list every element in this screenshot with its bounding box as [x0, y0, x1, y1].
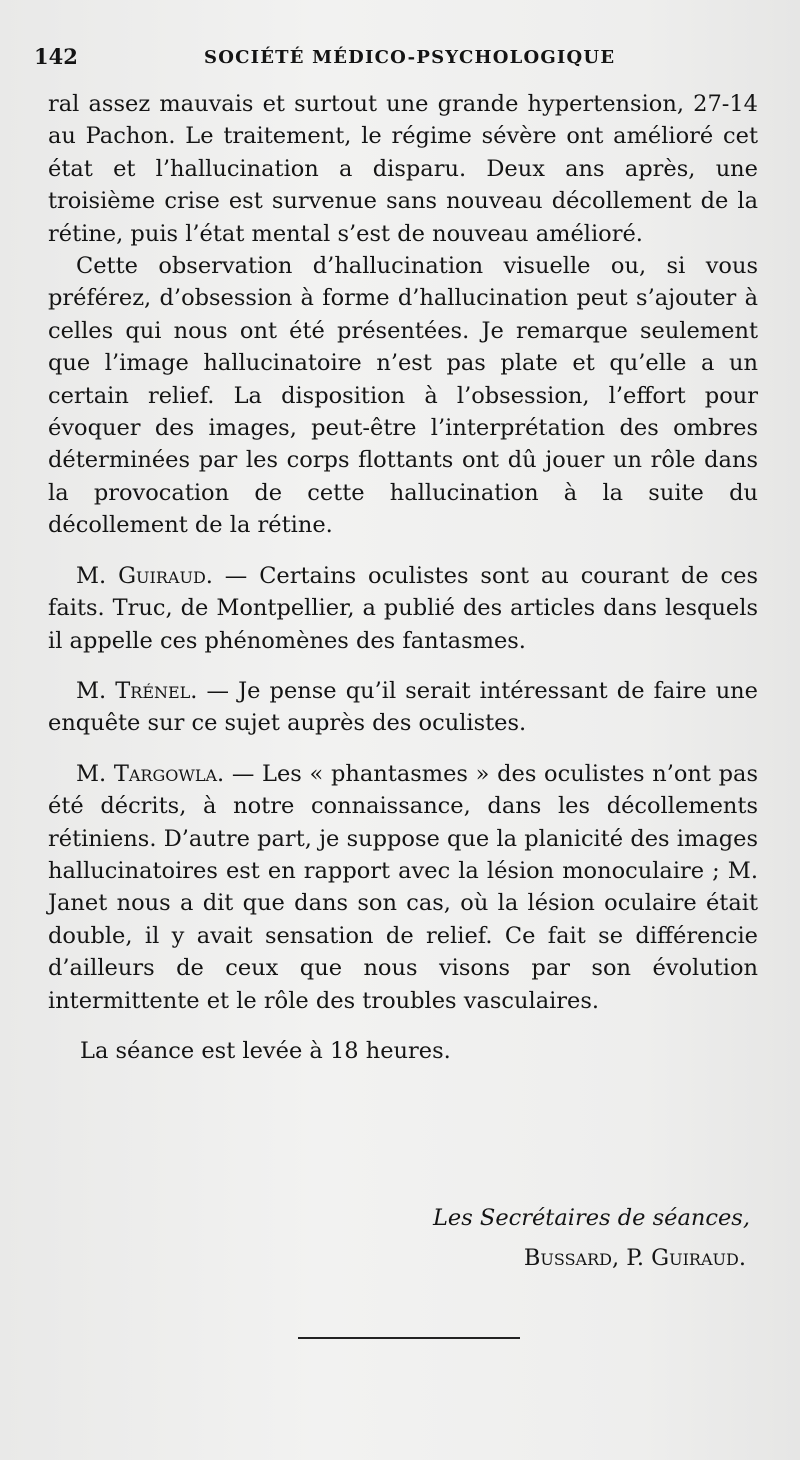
adjournment-line: La séance est levée à 18 heures.: [80, 1037, 451, 1064]
speaker-name: M. Targowla.: [76, 760, 225, 787]
signature-title: Les Secrétaires de séances,: [432, 1205, 750, 1231]
paragraph-guiraud: [48, 560, 758, 657]
body-text: [48, 88, 758, 1067]
paragraph-observation: Cette observation d’hallucination visuelle ou, si vous préférez, d’obsession à forme d’hallucination peut s’ajouter à celles qui nous ont été présentées. Je remarque seulement que l’image hallucinatoire n’est pas plate et qu’elle a un certain relief. La disposition à l’obsession, l’effort pour évoquer des images, peut-être l’interprétation des ombres déterminées par les corps flottants ont dû jouer un rôle dans la provocation de cette hallucination à la suite du décollement de la rétine.: [48, 253, 758, 539]
closing-rule: [298, 1337, 520, 1339]
page-number: 142: [34, 44, 78, 69]
signature-block: [433, 1198, 750, 1278]
running-head: SOCIÉTÉ MÉDICO-PSYCHOLOGIQUE: [204, 47, 616, 68]
speaker-remark: — Je pense qu’il serait intéressant de faire une enquête sur ce sujet auprès des oculistes.: [48, 677, 758, 737]
speaker-remark: — Certains oculistes sont au courant de ces faits. Truc, de Montpellier, a publié des articles dans lesquels il appelle ces phénomènes des fantasmes.: [48, 562, 758, 654]
signature-names: Bussard, P. Guiraud.: [523, 1245, 746, 1271]
speaker-name: M. Trénel.: [76, 677, 198, 704]
speaker-remark: — Les « phantasmes » des oculistes n’ont pas été décrits, à notre connaissance, dans les décollements rétiniens. D’autre part, je suppose que la planicité des images hallucinatoires est en rapport avec la lésion monoculaire ; M. Janet nous a dit que dans son cas, où la lésion oculaire était double, il y avait sensation de relief. Ce fait se différencie d’ailleurs de ceux que nous visons par son évolution intermittente et le rôle des troubles vasculaires.: [48, 760, 758, 1014]
paragraph-trenel: [48, 675, 758, 740]
speaker-name: M. Guiraud.: [76, 562, 213, 589]
paragraph-targowla: [48, 758, 758, 1017]
paragraph-continuation: ral assez mauvais et surtout une grande hypertension, 27-14 au Pachon. Le traitement, le régime sévère ont amélioré cet état et l’hallucination a disparu. Deux ans après, une troisième crise est survenue sans nouveau décollement de la rétine, puis l’état mental s’est de nouveau amélioré.: [48, 91, 758, 247]
page-header: [34, 44, 724, 74]
